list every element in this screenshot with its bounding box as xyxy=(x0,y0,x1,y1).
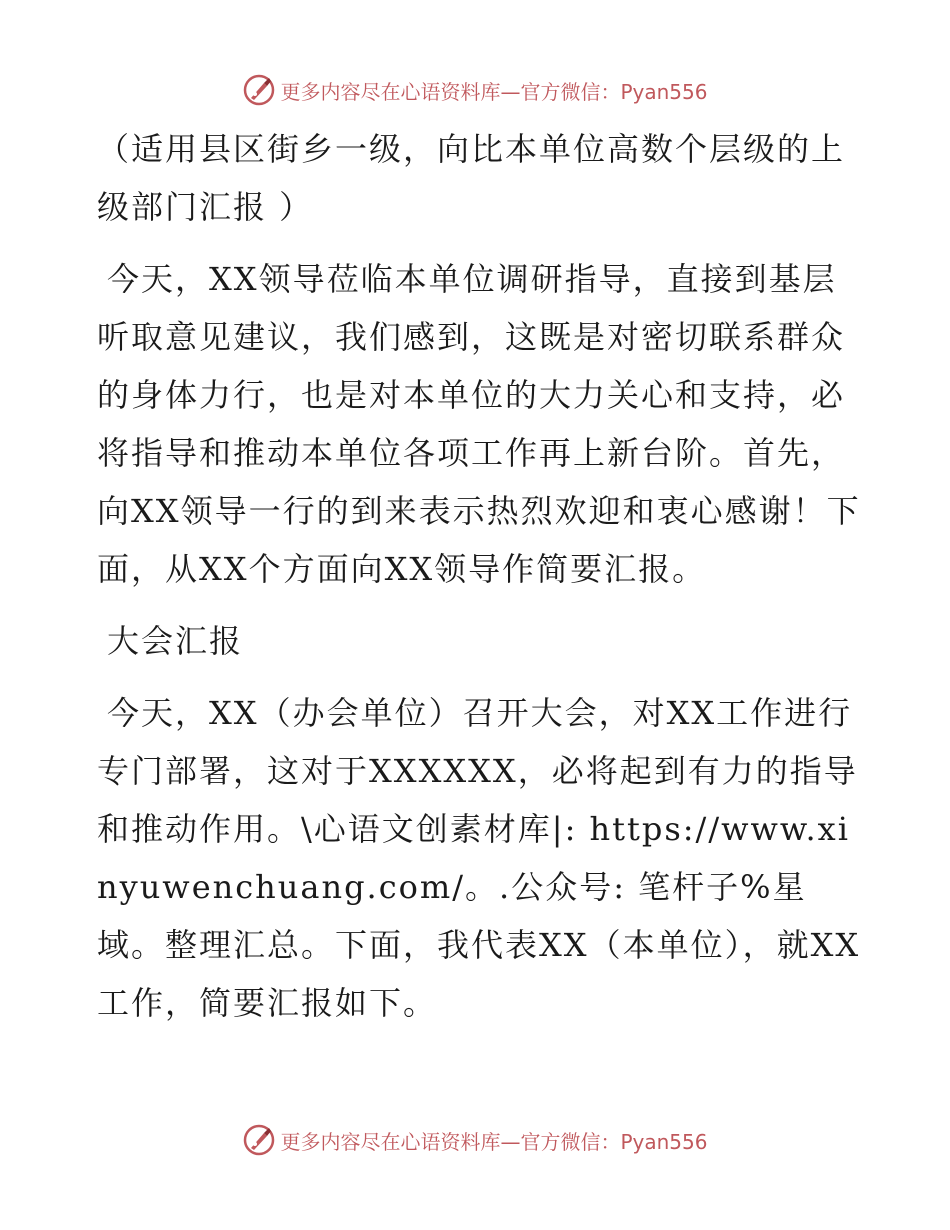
watermark-wechat: 官方微信：Pyan556 xyxy=(520,1129,708,1154)
section-heading: 大会汇报 xyxy=(107,622,244,660)
watermark-banner-top xyxy=(0,70,950,110)
watermark-text: 更多内容尽在心语资料库 xyxy=(280,79,501,104)
watermark-wechat: 官方微信：Pyan556 xyxy=(520,79,708,104)
paragraph-meeting: 今天，XX（办会单位）召开大会，对XX工作进行专门部署，这对于XXXXXX，必将起到有力的指导和推动作用。\心语文创素材库|: https://www.xinyuwenchuang.com/。.公众号: 笔杆子%星域。整理汇总。下面，我代表XX（本单位），就XX工作，简要汇报如下。 xyxy=(97,694,861,1022)
watermark-dash: — xyxy=(500,79,521,104)
watermark-banner-bottom xyxy=(0,1120,950,1160)
scope-note: （适用县区街乡一级，向比本单位高数个层级的上级部门汇报 ） xyxy=(97,130,846,226)
paragraph-intro: 今天，XX领导莅临本单位调研指导，直接到基层听取意见建议，我们感到，这既是对密切联系群众的身体力行，也是对本单位的大力关心和支持，必将指导和推动本单位各项工作再上新台阶。首先，向XX领导一行的到来表示热烈欢迎和衷心感谢！下面，从XX个方面向XX领导作简要汇报。 xyxy=(97,260,861,588)
document-body xyxy=(97,120,867,1046)
pen-logo-icon xyxy=(242,1123,276,1157)
watermark-dash: — xyxy=(500,1129,521,1154)
pen-logo-icon xyxy=(242,73,276,107)
watermark-text: 更多内容尽在心语资料库 xyxy=(280,1129,501,1154)
